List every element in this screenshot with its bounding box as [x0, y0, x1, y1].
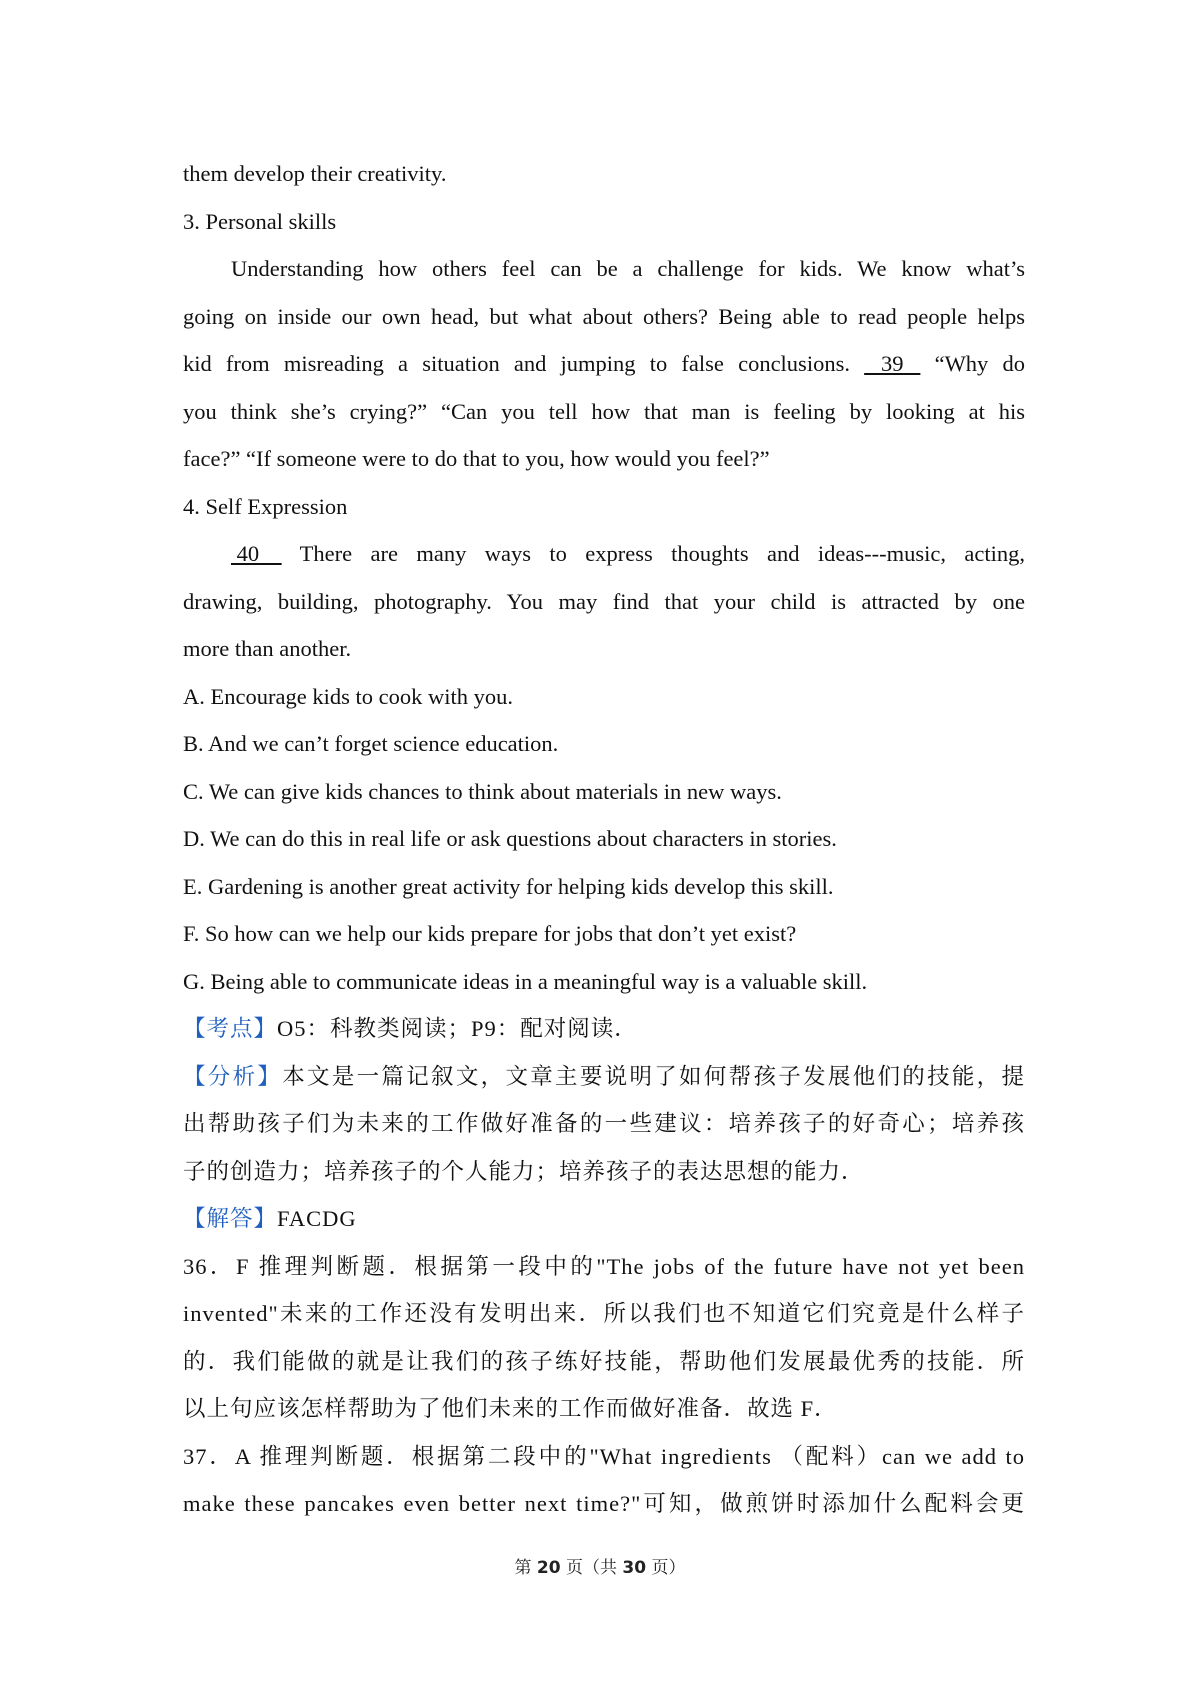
text-line: 出帮助孩子们为未来的工作做好准备的一些建议：培养孩子的好奇心；培养孩: [183, 1111, 1025, 1136]
page-footer: [0, 1553, 1200, 1578]
fenxi-line: [183, 1053, 1025, 1101]
fenxi-tag: 【分析】: [183, 1063, 283, 1089]
text-segment: “Why do: [934, 351, 1025, 376]
fenxi-text: 本文是一篇记叙文，文章主要说明了如何帮孩子发展他们的技能，提: [282, 1063, 1025, 1089]
document-body: [183, 150, 1025, 1528]
text-line: face?” “If someone were to do that to you, how would you feel?”: [183, 446, 770, 471]
kaodian-text: O5：科教类阅读；P9：配对阅读．: [277, 1016, 638, 1041]
jieda-line: [183, 1195, 1025, 1243]
option-d: D. We can do this in real life or ask questions about characters in stories.: [183, 826, 837, 851]
text-line-with-blank: [183, 340, 1025, 388]
kaodian-tag: 【考点】: [183, 1016, 278, 1041]
section-heading: 4. Self Expression: [183, 493, 348, 519]
text-segment: kid from misreading a situation and jumping to false conclusions.: [183, 351, 850, 376]
text-line: invented"未来的工作还没有发明出来．所以我们也不知道它们究竟是什么样子: [183, 1301, 1025, 1326]
kaodian-line: [183, 1005, 1025, 1053]
text-line: 以上句应该怎样帮助为了他们未来的工作而做好准备．故选 F．: [183, 1396, 838, 1421]
blank-39: 39: [864, 351, 921, 376]
text-line-with-blank: [183, 530, 1025, 578]
jieda-tag: 【解答】: [183, 1206, 278, 1231]
footer-middle: 页（共: [560, 1558, 623, 1578]
text-line: make these pancakes even better next time?"可知，做煎饼时添加什么配料会更: [183, 1491, 1025, 1516]
text-line: them develop their creativity.: [183, 161, 447, 186]
footer-prefix: 第: [514, 1558, 537, 1578]
page-total: 30: [622, 1558, 647, 1578]
blank-40: 40: [231, 541, 282, 566]
option-a: A. Encourage kids to cook with you.: [183, 683, 513, 709]
option-f: F. So how can we help our kids prepare for jobs that don’t yet exist?: [183, 921, 797, 946]
text-segment: There are many ways to express thoughts and ideas---music, acting,: [299, 541, 1026, 566]
text-line: 的．我们能做的就是让我们的孩子练好技能，帮助他们发展最优秀的技能．所: [183, 1348, 1025, 1374]
footer-suffix: 页）: [646, 1558, 686, 1578]
option-c: C. We can give kids chances to think about materials in new ways.: [183, 778, 782, 804]
text-line: 36．F 推理判断题．根据第一段中的"The jobs of the future have not yet been: [183, 1253, 1025, 1279]
page-number: 20: [536, 1558, 561, 1578]
text-line: 37．A 推理判断题．根据第二段中的"What ingredients （配料）can we add to: [183, 1443, 1025, 1469]
text-line: Understanding how others feel can be a challenge for kids. We know what’s: [231, 256, 1025, 281]
jieda-text: FACDG: [277, 1206, 357, 1231]
option-e: E. Gardening is another great activity for helping kids develop this skill.: [183, 873, 834, 899]
section-heading: 3. Personal skills: [183, 208, 337, 234]
text-line: more than another.: [183, 636, 352, 661]
text-line: you think she’s crying?” “Can you tell how that man is feeling by looking at his: [183, 398, 1025, 424]
option-g: G. Being able to communicate ideas in a meaningful way is a valuable skill.: [183, 968, 868, 994]
option-b: B. And we can’t forget science education.: [183, 731, 559, 756]
text-line: 子的创造力；培养孩子的个人能力；培养孩子的表达思想的能力．: [183, 1158, 865, 1184]
text-line: going on inside our own head, but what about others? Being able to read people helps: [183, 303, 1025, 329]
text-line: drawing, building, photography. You may find that your child is attracted by one: [183, 588, 1025, 614]
